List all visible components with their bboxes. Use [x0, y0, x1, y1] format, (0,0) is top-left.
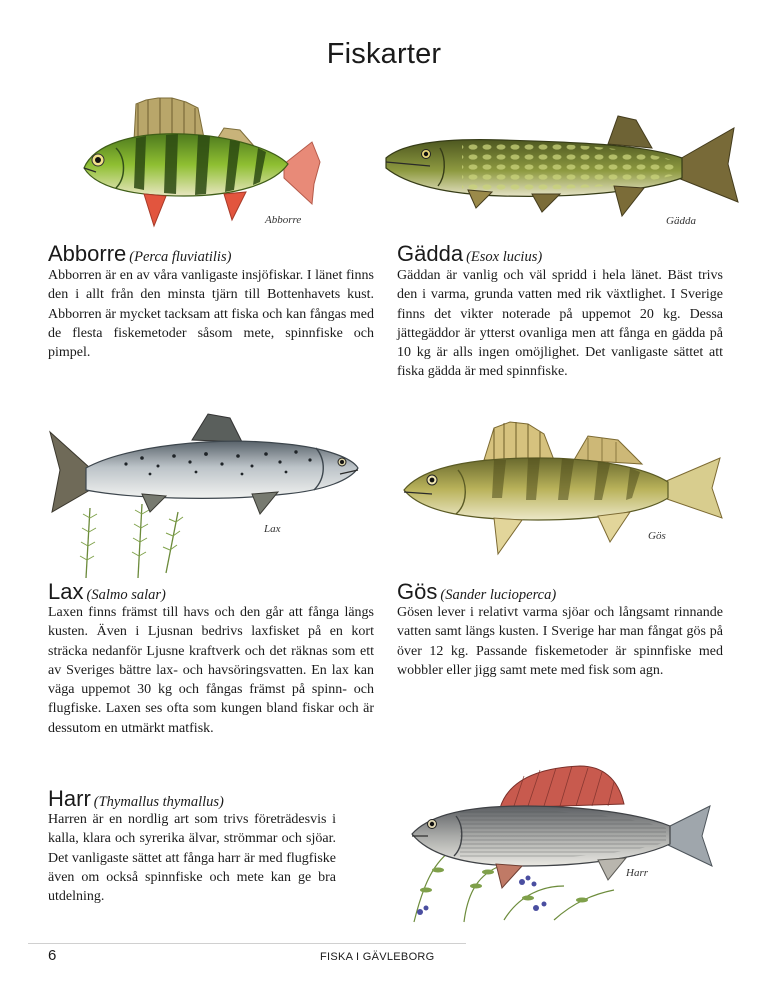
- gadda-heading: [397, 241, 542, 267]
- footer-title: FISKA I GÄVLEBORG: [320, 951, 435, 963]
- lax-name: Lax: [48, 579, 84, 604]
- perch-caption: Abborre: [265, 214, 302, 226]
- salmon-caption: Lax: [264, 523, 281, 535]
- gos-name: Gös: [397, 579, 438, 604]
- abborre-name: Abborre: [48, 241, 127, 266]
- harr-heading: [48, 786, 224, 812]
- lax-description: Laxen finns främst till havs och den går att fånga längs kusten. Även i Ljusnan bedrivs laxfisket på en kort sträcka nedanför Ljusne kraftverk och det räknas som ett av Sveriges bättre lax- och havsöringsvatten. En lax kan väga uppemot 30 kg och fångas främst på spinn- och flugfiske. Laxen ses ofta som kungen bland fiskar och är dessutom en utmärkt matfisk.: [48, 605, 374, 736]
- salmon-illustration: [46, 408, 366, 578]
- zander-illustration: [398, 420, 728, 560]
- gadda-latin-name: (Esox lucius): [466, 249, 543, 265]
- pike-illustration: [382, 112, 742, 230]
- grayling-caption: Harr: [626, 867, 649, 879]
- lax-latin-name: (Salmo salar): [86, 587, 166, 603]
- zander-caption: Gös: [648, 530, 666, 542]
- harr-name: Harr: [48, 786, 91, 811]
- gadda-name: Gädda: [397, 241, 464, 266]
- abborre-heading: [48, 241, 231, 267]
- page-number: 6: [48, 947, 57, 964]
- lax-heading: [48, 579, 166, 605]
- perch-illustration: [74, 92, 330, 232]
- harr-description: Harren är en nordlig art som trivs företrädesvis i kalla, klara och syrerika älvar, strömmar och sjöar. Det vanligaste sättet att fånga harr är med flugfiske även om också spinnfiske och mete kan ge bra utdelning.: [48, 812, 336, 905]
- page-title: Fiskarter: [326, 38, 442, 70]
- grayling-illustration: [404, 762, 720, 924]
- footer-divider: [28, 943, 466, 944]
- gos-description: Gösen lever i relativt varma sjöar och långsamt rinnande vatten samt längs kusten. I Sverige har man fångat gös på över 12 kg. Passande fiskemetoder är spinnfiske med wobbler eller jigg samt mete med fisk som agn.: [397, 605, 723, 678]
- pike-caption: Gädda: [666, 215, 696, 227]
- gadda-description: Gäddan är vanlig och väl spridd i hela länet. Bäst trivs den i varma, grunda vatten med rik växtlighet. I Sverige finns det vikter noterade på uppemot 20 kg. Dessa jättegäddor är ytterst ovanliga men att fånga en gädda på 10 kg är alls ingen omöjlighet. Det vanligaste sättet att fiska gädda är med spinnfiske.: [397, 268, 723, 380]
- gos-heading: [397, 579, 556, 605]
- gos-latin-name: (Sander lucioperca): [440, 587, 557, 603]
- harr-latin-name: (Thymallus thymallus): [93, 794, 224, 810]
- abborre-description: Abborren är en av våra vanligaste insjöfiskar. I länet finns den i allt från den minsta tjärn till Bottenhavets kust. Abborren är mycket tacksam att fiska och kan fångas med de flesta fiskemetoder såsom mete, spinnfiske och pimpel.: [48, 268, 374, 361]
- abborre-latin-name: (Perca fluviatilis): [129, 249, 232, 265]
